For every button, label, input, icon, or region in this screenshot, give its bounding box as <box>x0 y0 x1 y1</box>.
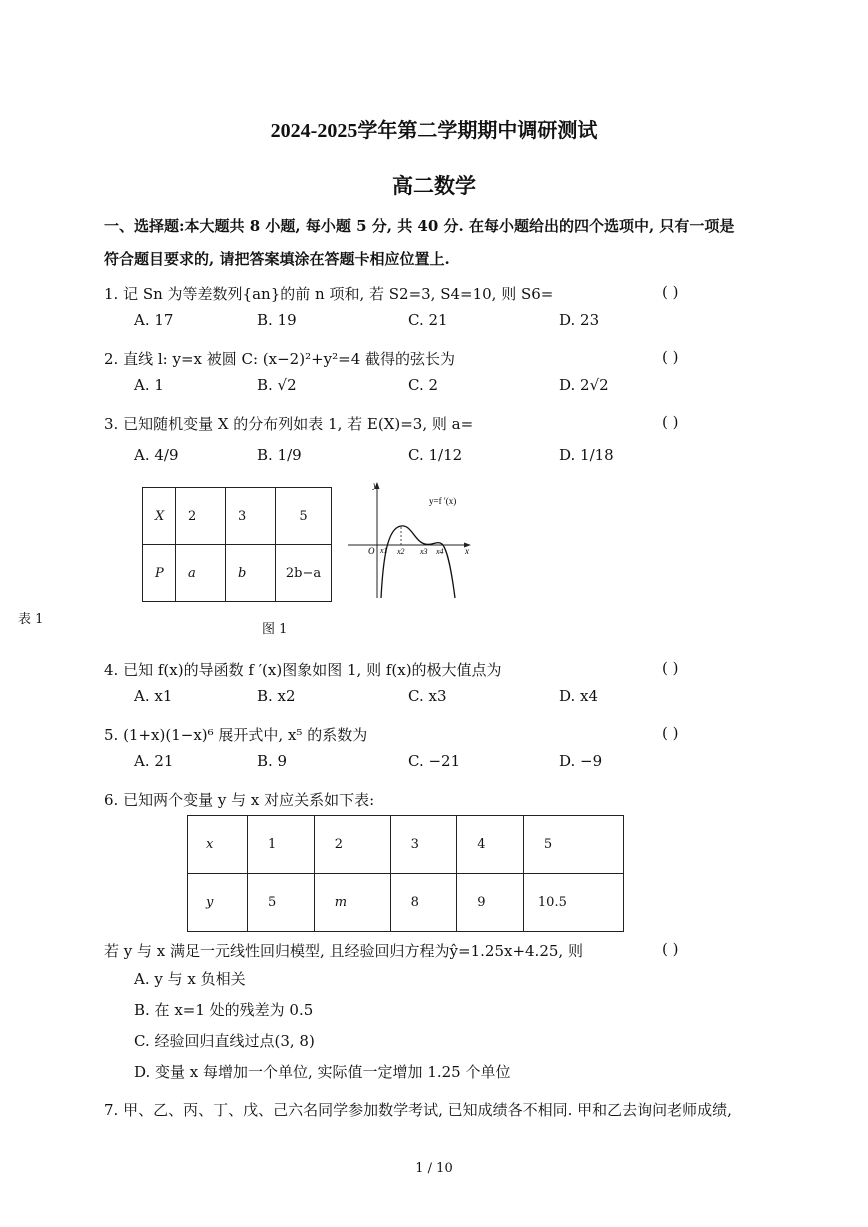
question-4-stem: 4. 已知 f(x)的导函数 f ′(x)图象如图 1, 则 f(x)的极大值点为 <box>104 661 502 679</box>
question-5-option-a: A. 21 <box>134 752 174 770</box>
question-6-option-a: A. y 与 x 负相关 <box>134 970 246 988</box>
question-3-option-c: C. 1/12 <box>408 446 463 464</box>
table6-cell: 8 <box>390 874 457 932</box>
question-5-option-c: C. −21 <box>408 752 461 770</box>
question-4-option-d: D. x4 <box>559 687 599 705</box>
tick-x2: x2 <box>397 547 405 556</box>
question-6-option-d: D. 变量 x 每增加一个单位, 实际值一定增加 1.25 个单位 <box>134 1063 511 1081</box>
question-6-stem: 6. 已知两个变量 y 与 x 对应关系如下表: <box>104 791 375 809</box>
question-2-option-d: D. 2√2 <box>559 376 609 394</box>
table1-cell: 3 <box>225 488 275 545</box>
question-3-option-b: B. 1/9 <box>257 446 302 464</box>
x-axis-label: x <box>465 546 469 556</box>
table6-cell: 10.5 <box>523 874 623 932</box>
question-1-answer-blank: ( ) <box>662 283 679 301</box>
table6-cell: 9 <box>457 874 524 932</box>
section-heading-line1: 一、选择题:本大题共 8 小题, 每小题 5 分, 共 40 分. 在每小题给出的四个选项中, 只有一项是 <box>104 217 735 235</box>
question-2-answer-blank: ( ) <box>662 348 679 366</box>
table6-cell: 4 <box>457 816 524 874</box>
table1-cell: 2b−a <box>276 545 332 602</box>
question-5-option-d: D. −9 <box>559 752 603 770</box>
table6-cell: 5 <box>248 874 315 932</box>
tick-x3: x3 <box>420 547 428 556</box>
question-4-option-a: A. x1 <box>134 687 173 705</box>
table6-cell: x <box>188 816 248 874</box>
question-5-answer-blank: ( ) <box>662 724 679 742</box>
table1-cell: X <box>143 488 176 545</box>
table1-cell: P <box>143 545 176 602</box>
table6-cell: m <box>314 874 390 932</box>
table1-cell: a <box>176 545 226 602</box>
question-6-answer-blank: ( ) <box>662 940 679 958</box>
question-4-option-c: C. x3 <box>408 687 447 705</box>
derivative-graph <box>345 480 475 600</box>
question-3-option-a: A. 4/9 <box>134 446 179 464</box>
question-1-option-c: C. 21 <box>408 311 448 329</box>
question-1-option-b: B. 19 <box>257 311 297 329</box>
distribution-table <box>142 487 332 602</box>
question-2-stem: 2. 直线 l: y=x 被圆 C: (x−2)²+y²=4 截得的弦长为 <box>104 350 456 368</box>
question-2-option-a: A. 1 <box>134 376 164 394</box>
question-4-answer-blank: ( ) <box>662 659 679 677</box>
tick-x1: x1 <box>380 546 388 555</box>
table6-cell: 3 <box>390 816 457 874</box>
y-axis-label: y <box>373 480 377 490</box>
table1-cell: 2 <box>176 488 226 545</box>
question-5-stem: 5. (1+x)(1−x)⁶ 展开式中, x⁵ 的系数为 <box>104 726 368 744</box>
derivative-curve <box>381 526 455 598</box>
table6-cell: y <box>188 874 248 932</box>
table6-cell: 1 <box>248 816 315 874</box>
question-3-answer-blank: ( ) <box>662 413 679 431</box>
question-3-stem: 3. 已知随机变量 X 的分布列如表 1, 若 E(X)=3, 则 a= <box>104 415 474 433</box>
question-5-option-b: B. 9 <box>257 752 288 770</box>
figure1-caption: 图 1 <box>262 622 288 637</box>
table1-caption: 表 1 <box>18 612 44 627</box>
question-1-option-d: D. 23 <box>559 311 600 329</box>
question-6-stem-2: 若 y 与 x 满足一元线性回归模型, 且经验回归方程为ŷ=1.25x+4.25, 则 <box>104 942 583 960</box>
question-4-option-b: B. x2 <box>257 687 296 705</box>
question-6-option-b: B. 在 x=1 处的残差为 0.5 <box>134 1001 314 1019</box>
table1-cell: b <box>225 545 275 602</box>
page-title: 2024-2025学年第二学期期中调研测试 <box>270 120 598 142</box>
table6-cell: 2 <box>314 816 390 874</box>
section-heading-line2: 符合题目要求的, 请把答案填涂在答题卡相应位置上. <box>104 250 450 268</box>
question-3-option-d: D. 1/18 <box>559 446 614 464</box>
curve-label: y=f ′(x) <box>429 496 457 506</box>
question-1-option-a: A. 17 <box>134 311 174 329</box>
page-number: 1 / 10 <box>415 1161 453 1176</box>
table6-cell: 5 <box>523 816 623 874</box>
origin-label: O <box>368 546 375 556</box>
page-subtitle: 高二数学 <box>392 173 476 198</box>
question-6-option-c: C. 经验回归直线过点(3, 8) <box>134 1032 315 1050</box>
question-2-option-b: B. √2 <box>257 376 297 394</box>
question-2-option-c: C. 2 <box>408 376 439 394</box>
question-1-stem: 1. 记 Sn 为等差数列{an}的前 n 项和, 若 S2=3, S4=10, 则 S6= <box>104 285 554 303</box>
xy-table <box>187 815 624 932</box>
table1-cell: 5 <box>276 488 332 545</box>
question-7-stem: 7. 甲、乙、丙、丁、戊、己六名同学参加数学考试, 已知成绩各不相同. 甲和乙去询问老师成绩, <box>104 1101 732 1119</box>
tick-x4: x4 <box>436 547 444 556</box>
